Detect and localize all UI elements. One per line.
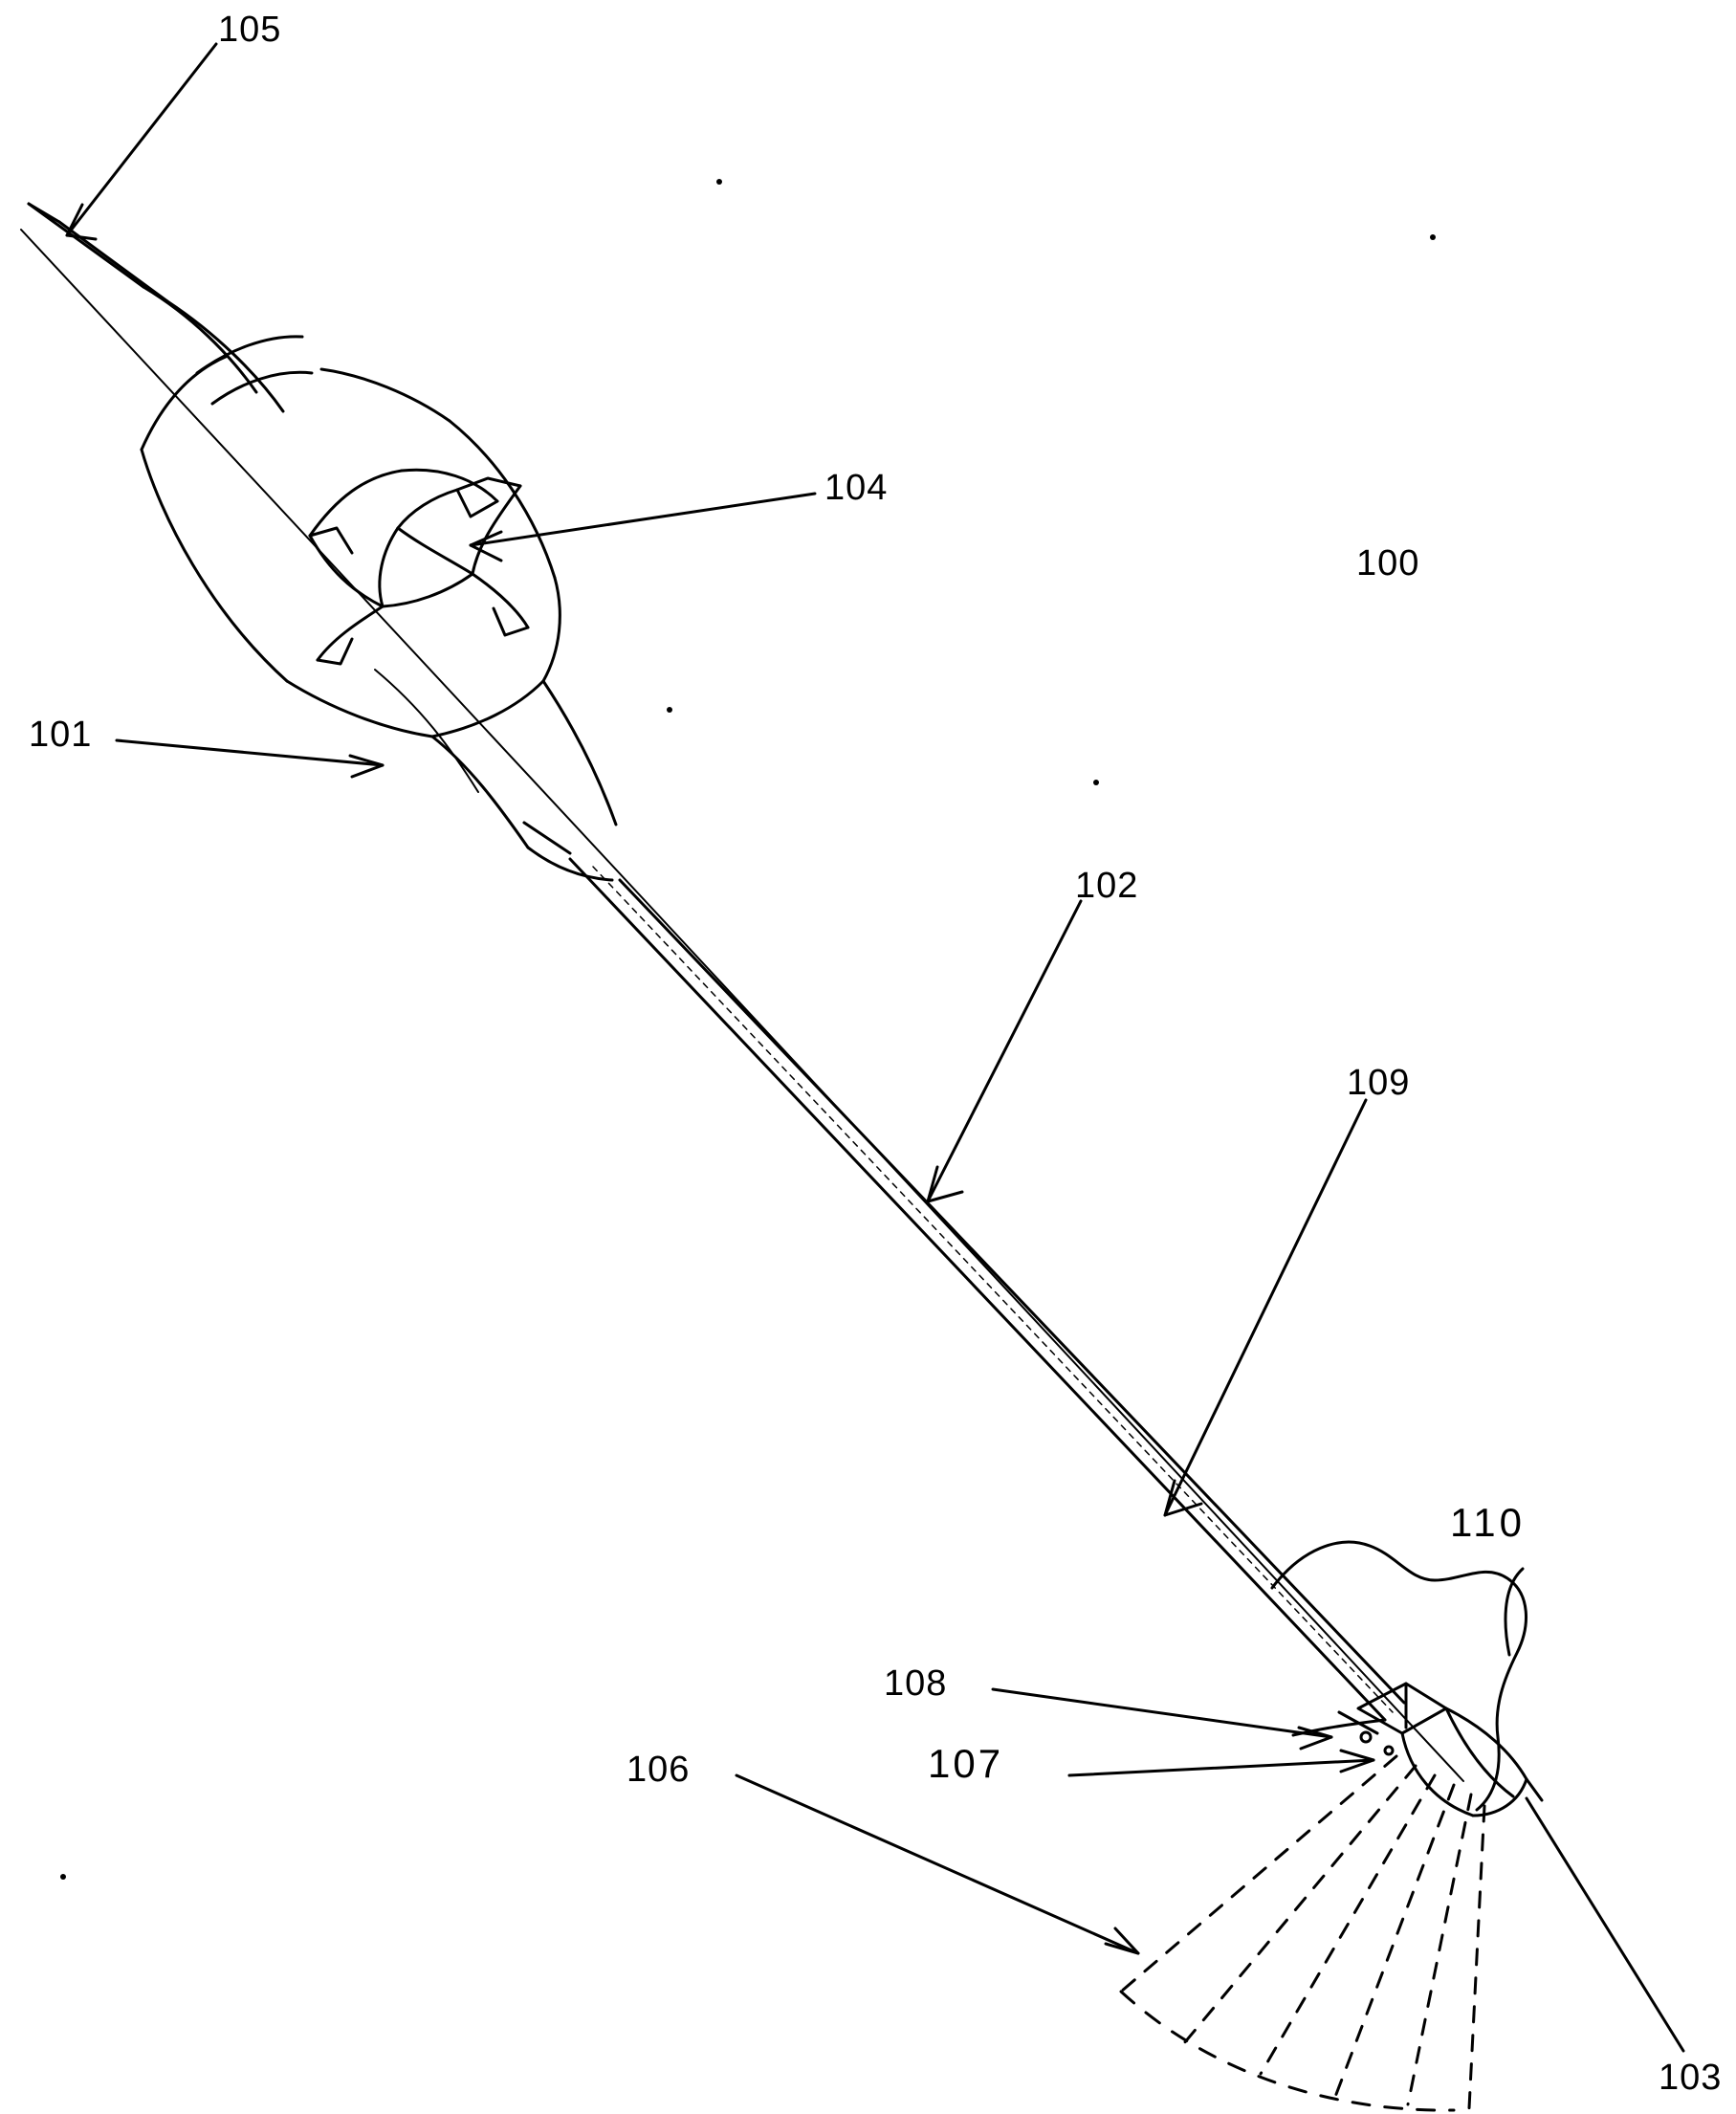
scan-artifacts <box>60 179 1436 1880</box>
reference-numeral-108: 108 <box>884 1663 948 1704</box>
reference-numeral-103: 103 <box>1659 2058 1723 2098</box>
reference-numeral-101: 101 <box>29 715 93 755</box>
distal-tip-assembly <box>1293 1684 1542 1816</box>
proximal-tube-105 <box>21 204 1463 1781</box>
spray-fan-106 <box>1121 1756 1484 2110</box>
reference-numeral-106: 106 <box>626 1750 691 1790</box>
hub-body-101 <box>142 287 616 880</box>
catheter-shaft-102 <box>570 859 1404 1720</box>
reference-numeral-110: 110 <box>1450 1500 1526 1545</box>
reference-numeral-107: 107 <box>928 1741 1004 1786</box>
tissue-outline-110 <box>1272 1542 1526 1810</box>
reference-numeral-105: 105 <box>218 10 282 50</box>
leader-lines <box>67 44 1683 2051</box>
reference-numeral-104: 104 <box>824 468 889 508</box>
reference-numeral-102: 102 <box>1075 866 1139 906</box>
reference-numeral-100: 100 <box>1356 543 1420 584</box>
reference-numeral-109: 109 <box>1347 1063 1411 1103</box>
